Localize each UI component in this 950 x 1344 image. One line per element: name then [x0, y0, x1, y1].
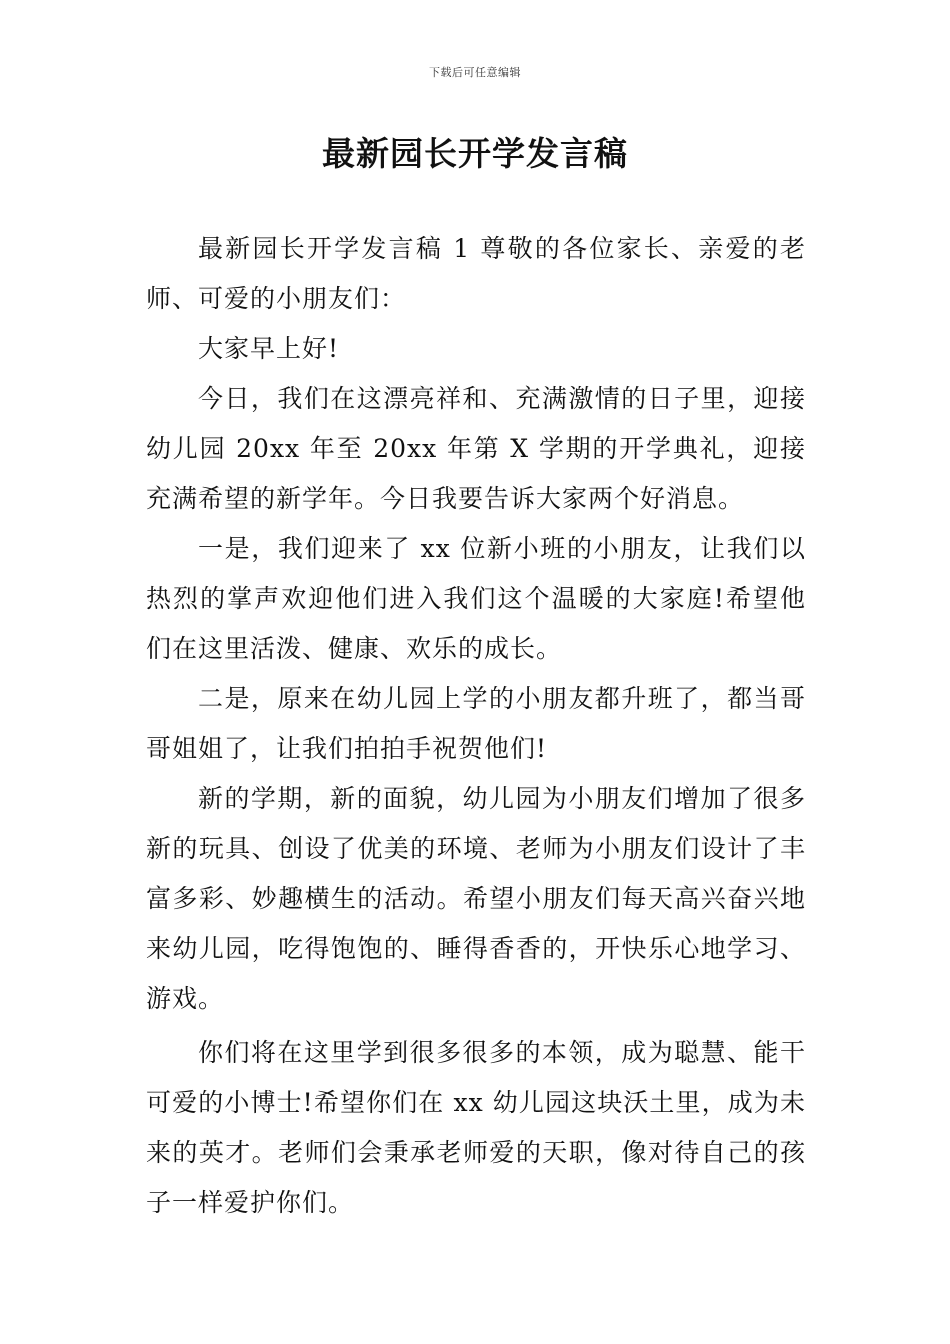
paragraph: 你们将在这里学到很多很多的本领，成为聪慧、能干可爱的小博士!希望你们在 xx 幼儿园这块沃土里，成为未来的英才。老师们会秉承老师爱的天职，像对待自己的孩子一样爱护你们。 [146, 1038, 806, 1217]
paragraph: 新的学期，新的面貌，幼儿园为小朋友们增加了很多新的玩具、创设了优美的环境、老师为小朋友们设计了丰富多彩、妙趣横生的活动。希望小朋友们每天高兴奋兴地来幼儿园，吃得饱饱的、睡得香香的，开快乐心地学习、游戏。 [146, 784, 806, 1013]
paragraph: 一是，我们迎来了 xx 位新小班的小朋友，让我们以热烈的掌声欢迎他们进入我们这个温暖的大家庭!希望他们在这里活泼、健康、欢乐的成长。 [146, 534, 806, 663]
document-body [146, 224, 806, 1228]
paragraph: 今日，我们在这漂亮祥和、充满激情的日子里，迎接幼儿园 20xx 年至 20xx 年第 X 学期的开学典礼，迎接充满希望的新学年。今日我要告诉大家两个好消息。 [146, 384, 806, 513]
paragraph: 大家早上好! [198, 334, 340, 363]
paragraph: 最新园长开学发言稿 1 尊敬的各位家长、亲爱的老师、可爱的小朋友们： [146, 234, 806, 313]
page-title: 最新园长开学发言稿 [322, 134, 628, 173]
header-note: 下载后可任意编辑 [429, 66, 521, 79]
paragraph: 二是，原来在幼儿园上学的小朋友都升班了，都当哥哥姐姐了，让我们拍拍手祝贺他们! [146, 684, 806, 763]
